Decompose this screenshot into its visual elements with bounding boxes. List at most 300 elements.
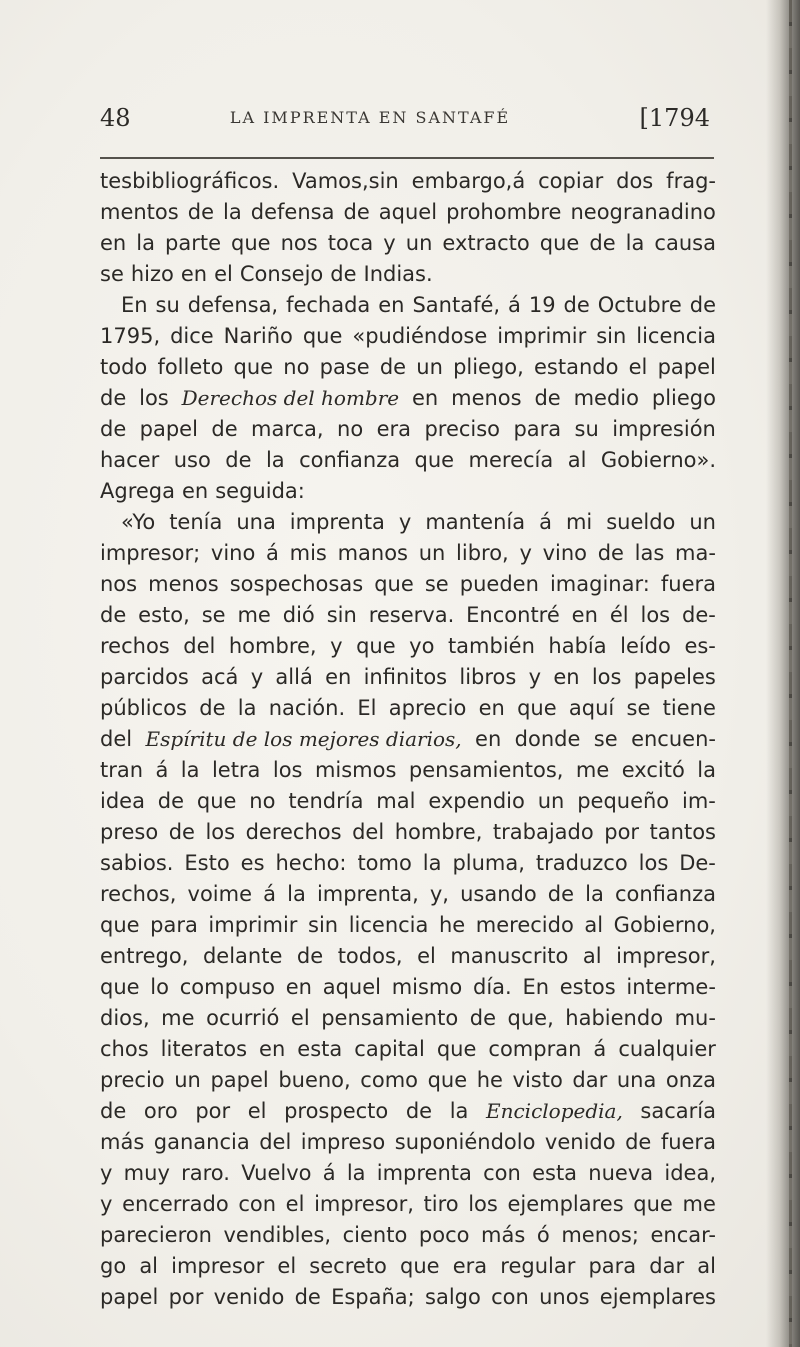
word: que bbox=[414, 448, 455, 472]
word: sospechosas bbox=[229, 572, 364, 596]
word: la bbox=[287, 882, 306, 906]
word: la bbox=[625, 231, 645, 255]
word: era bbox=[376, 417, 412, 441]
word: en bbox=[100, 231, 127, 255]
word: una bbox=[236, 510, 276, 534]
word: un bbox=[689, 510, 716, 534]
word: á bbox=[539, 510, 552, 534]
word: cualquier bbox=[618, 1037, 716, 1061]
word: leído bbox=[620, 634, 671, 658]
word: tenía bbox=[169, 510, 223, 534]
word: estos bbox=[559, 975, 616, 999]
word: un bbox=[416, 355, 443, 379]
word: que bbox=[196, 789, 237, 813]
text-line bbox=[100, 1189, 716, 1220]
word: se bbox=[626, 696, 651, 720]
word: como bbox=[360, 1068, 418, 1092]
word: mismo bbox=[391, 975, 463, 999]
word: de bbox=[547, 882, 575, 906]
word: estando bbox=[534, 355, 619, 379]
text-line bbox=[100, 166, 716, 197]
word: pueden bbox=[459, 572, 539, 596]
word: y bbox=[519, 541, 532, 565]
word: he bbox=[476, 1068, 503, 1092]
word: salgo bbox=[425, 1285, 481, 1309]
word: manos bbox=[337, 541, 408, 565]
word: pensamientos, bbox=[408, 758, 564, 782]
word: im- bbox=[682, 789, 716, 813]
word: imprenta bbox=[289, 510, 385, 534]
word: Octubre bbox=[597, 293, 682, 317]
word: de bbox=[225, 448, 252, 472]
word: derechos bbox=[245, 820, 342, 844]
word: en bbox=[412, 386, 439, 410]
text-line bbox=[100, 228, 716, 259]
text-line bbox=[100, 1003, 716, 1034]
word: ocurrió bbox=[206, 1006, 280, 1030]
word: á bbox=[322, 1161, 336, 1185]
word: tesbibliográficos. bbox=[100, 169, 280, 193]
word: para bbox=[513, 417, 562, 441]
word: que bbox=[231, 231, 271, 255]
text-line bbox=[100, 259, 716, 290]
word: papeles bbox=[633, 665, 716, 689]
word: dar bbox=[572, 1068, 608, 1092]
word: papel bbox=[210, 1068, 269, 1092]
word: excitó bbox=[621, 758, 685, 782]
word: lo bbox=[150, 975, 169, 999]
word: de bbox=[100, 386, 127, 410]
word: de bbox=[625, 1130, 652, 1154]
word: por bbox=[604, 820, 640, 844]
word: impresión bbox=[612, 417, 716, 441]
word: de bbox=[168, 820, 195, 844]
word: Vamos,sin bbox=[292, 169, 399, 193]
running-title: LA IMPRENTA EN SANTAFÉ bbox=[229, 108, 511, 127]
word: Nariño bbox=[223, 324, 293, 348]
word: del bbox=[100, 727, 133, 751]
word: dios, bbox=[100, 1006, 150, 1030]
word: mentos bbox=[100, 200, 179, 224]
word: un bbox=[418, 541, 446, 565]
word: Encontré bbox=[466, 603, 560, 627]
word: su bbox=[155, 293, 180, 317]
word: imprenta, bbox=[316, 882, 419, 906]
word: el bbox=[628, 355, 648, 379]
word: confianza bbox=[299, 448, 401, 472]
word: en bbox=[553, 665, 580, 689]
word: al bbox=[582, 944, 602, 968]
text-line bbox=[100, 631, 716, 662]
word: libro, bbox=[456, 541, 509, 565]
word: los bbox=[272, 758, 303, 782]
word: extracto bbox=[442, 231, 530, 255]
word: sueldo bbox=[606, 510, 676, 534]
word: el bbox=[417, 944, 436, 968]
word: impreso bbox=[300, 1130, 386, 1154]
word: á bbox=[155, 758, 169, 782]
word: de bbox=[100, 603, 127, 627]
word: rechos bbox=[100, 634, 170, 658]
word: usando bbox=[460, 882, 537, 906]
word: y bbox=[528, 665, 542, 689]
word: y bbox=[100, 1192, 113, 1216]
word: literatos bbox=[160, 1037, 248, 1061]
word: más bbox=[481, 1223, 526, 1247]
word: en bbox=[285, 975, 312, 999]
word: que bbox=[400, 1254, 440, 1278]
word: merecía bbox=[468, 448, 554, 472]
word: traduzco bbox=[535, 851, 628, 875]
word: al bbox=[567, 448, 587, 472]
text-line bbox=[100, 724, 716, 755]
word: mal bbox=[376, 789, 416, 813]
word: de bbox=[534, 386, 561, 410]
word: por bbox=[168, 1285, 204, 1309]
word: que bbox=[517, 696, 557, 720]
word: es- bbox=[684, 634, 716, 658]
text-line bbox=[100, 600, 716, 631]
word: los bbox=[638, 851, 669, 875]
word: aquí bbox=[568, 696, 615, 720]
italic-title: Derechos del hombre bbox=[181, 386, 400, 410]
text-line bbox=[100, 910, 716, 941]
word: de bbox=[294, 1285, 321, 1309]
word: con bbox=[483, 1161, 521, 1185]
word: «Yo bbox=[121, 510, 156, 534]
text-line bbox=[100, 1282, 716, 1313]
body-text bbox=[100, 166, 716, 1313]
word: en bbox=[475, 727, 502, 751]
word: la bbox=[237, 696, 257, 720]
word: rechos, bbox=[100, 882, 177, 906]
word: me bbox=[682, 1192, 716, 1216]
word: pliego bbox=[651, 386, 716, 410]
word: copiar bbox=[538, 169, 604, 193]
word: de- bbox=[682, 603, 716, 627]
word: fechada bbox=[286, 293, 371, 317]
word: unos bbox=[539, 1285, 590, 1309]
word: frag- bbox=[666, 169, 716, 193]
word: imprenta bbox=[376, 1161, 472, 1185]
word: Gobierno, bbox=[613, 913, 716, 937]
word: pequeño bbox=[577, 789, 670, 813]
word: defensa bbox=[250, 200, 335, 224]
word: para bbox=[588, 1254, 637, 1278]
text-line bbox=[100, 197, 716, 228]
word: capital bbox=[354, 1037, 425, 1061]
word: y bbox=[330, 634, 343, 658]
word: en bbox=[325, 665, 352, 689]
word: la bbox=[422, 851, 442, 875]
word: acá bbox=[201, 665, 239, 689]
word: sabios. bbox=[100, 851, 174, 875]
word: de bbox=[379, 355, 407, 379]
word: Esto bbox=[184, 851, 230, 875]
text-line bbox=[100, 817, 716, 848]
word: me bbox=[575, 758, 610, 782]
word: vino bbox=[210, 541, 256, 565]
word: mismos bbox=[314, 758, 397, 782]
word: pensamiento bbox=[321, 1006, 459, 1030]
word: ó bbox=[536, 1223, 550, 1247]
word: licencia bbox=[636, 324, 716, 348]
word: papel bbox=[100, 1285, 159, 1309]
word: ganancia bbox=[153, 1130, 250, 1154]
word: nueva bbox=[588, 1161, 654, 1185]
word: no bbox=[337, 417, 364, 441]
word: encar- bbox=[650, 1223, 716, 1247]
word: papel bbox=[657, 355, 716, 379]
page-header bbox=[100, 100, 710, 140]
word: en bbox=[571, 603, 598, 627]
word: aquel bbox=[322, 975, 381, 999]
word: Consejo bbox=[239, 262, 324, 286]
word: había bbox=[548, 634, 607, 658]
word: de bbox=[405, 1099, 433, 1123]
word: mi bbox=[565, 510, 593, 534]
word: tomo bbox=[357, 851, 412, 875]
word: donde bbox=[514, 727, 581, 751]
word: visto bbox=[512, 1068, 563, 1092]
word: no bbox=[283, 355, 310, 379]
word: el bbox=[290, 1006, 310, 1030]
word: embargo,á bbox=[411, 169, 526, 193]
word: licencia bbox=[348, 913, 429, 937]
word: que bbox=[356, 634, 396, 658]
word: esto, bbox=[138, 603, 190, 627]
word: sin bbox=[326, 603, 357, 627]
word: En bbox=[121, 293, 148, 317]
word: libros bbox=[459, 665, 517, 689]
word: seguida: bbox=[215, 479, 305, 503]
word: venido bbox=[213, 1285, 285, 1309]
word: á bbox=[593, 1037, 607, 1061]
word: imprimir bbox=[497, 324, 587, 348]
word: al bbox=[584, 913, 604, 937]
word: de bbox=[157, 789, 185, 813]
page-number: 48 bbox=[100, 104, 131, 132]
word bbox=[486, 1096, 623, 1127]
word: Agrega bbox=[100, 479, 175, 503]
word: mantenía bbox=[425, 510, 526, 534]
word: Gobierno». bbox=[600, 448, 716, 472]
word: folleto bbox=[157, 355, 224, 379]
word: menos; bbox=[561, 1223, 639, 1247]
word: defensa, bbox=[187, 293, 279, 317]
word: tantos bbox=[649, 820, 716, 844]
word bbox=[182, 383, 400, 414]
word: idea bbox=[100, 789, 145, 813]
word: se bbox=[424, 572, 449, 596]
word: de bbox=[563, 293, 590, 317]
word: que bbox=[233, 355, 274, 379]
word: con bbox=[238, 1192, 277, 1216]
word: de bbox=[199, 696, 226, 720]
word: mu- bbox=[674, 1006, 716, 1030]
word: sacaría bbox=[640, 1099, 716, 1123]
word: una bbox=[616, 1068, 657, 1092]
text-line bbox=[100, 321, 716, 352]
word: de bbox=[689, 293, 716, 317]
text-line bbox=[100, 941, 716, 972]
word: letra bbox=[211, 758, 261, 782]
word: pliego, bbox=[453, 355, 524, 379]
word: que bbox=[302, 324, 343, 348]
word: y, bbox=[429, 882, 449, 906]
word: suponiéndolo bbox=[394, 1130, 536, 1154]
word: del bbox=[352, 820, 385, 844]
word: de bbox=[100, 1099, 127, 1123]
word: de bbox=[597, 541, 624, 565]
word: medio bbox=[573, 386, 639, 410]
word: la bbox=[136, 231, 155, 255]
word: impresor; bbox=[100, 541, 201, 565]
word: la bbox=[265, 448, 285, 472]
word: los bbox=[468, 1192, 498, 1216]
word: la bbox=[180, 758, 200, 782]
italic-title: Enciclopedia, bbox=[485, 1099, 623, 1123]
word: él bbox=[609, 603, 629, 627]
text-line bbox=[100, 693, 716, 724]
word: encerrado bbox=[122, 1192, 229, 1216]
word: la bbox=[449, 1099, 469, 1123]
word: es bbox=[240, 851, 265, 875]
header-year: [1794 bbox=[639, 104, 710, 132]
word: á bbox=[263, 882, 277, 906]
text-line bbox=[100, 445, 716, 476]
word: Santafé, bbox=[412, 293, 501, 317]
word: el bbox=[285, 1192, 305, 1216]
word: que bbox=[436, 1037, 477, 1061]
word: expendio bbox=[428, 789, 525, 813]
word: imaginar: bbox=[549, 572, 650, 596]
word: también bbox=[447, 634, 535, 658]
word: de bbox=[187, 200, 214, 224]
word: no bbox=[249, 789, 276, 813]
word: para bbox=[150, 913, 198, 937]
word: que bbox=[100, 913, 140, 937]
word: aquel bbox=[378, 200, 438, 224]
word: fuera bbox=[660, 1130, 716, 1154]
word: ejemplares bbox=[507, 1192, 624, 1216]
text-line bbox=[100, 662, 716, 693]
word: imprimir bbox=[208, 913, 298, 937]
word: en bbox=[259, 1037, 286, 1061]
word: 1795, bbox=[100, 324, 161, 348]
text-line bbox=[100, 507, 716, 538]
word: idea, bbox=[664, 1161, 716, 1185]
word: manuscrito bbox=[450, 944, 569, 968]
word: y bbox=[383, 231, 396, 255]
word: esta bbox=[297, 1037, 343, 1061]
word: delante bbox=[202, 944, 283, 968]
text-line bbox=[100, 569, 716, 600]
word: ma- bbox=[675, 541, 716, 565]
word: hizo bbox=[130, 262, 174, 286]
word: raro. bbox=[181, 1161, 230, 1185]
page-edge-shadow bbox=[766, 0, 800, 1347]
word: marca, bbox=[251, 417, 324, 441]
italic-title: Espíritu de los mejores diarios, bbox=[145, 727, 462, 751]
word: en bbox=[182, 479, 209, 503]
word: neogranadino bbox=[570, 200, 716, 224]
word: preciso bbox=[424, 417, 501, 441]
word: dió bbox=[282, 603, 315, 627]
word: nos bbox=[100, 572, 138, 596]
word: que bbox=[100, 975, 140, 999]
word: por bbox=[195, 1099, 231, 1123]
word: nos bbox=[280, 231, 318, 255]
text-line bbox=[100, 755, 716, 786]
word: causa bbox=[654, 231, 716, 255]
word: y bbox=[250, 665, 264, 689]
word: de bbox=[469, 1006, 496, 1030]
text-line bbox=[100, 1158, 716, 1189]
text-line bbox=[100, 972, 716, 1003]
word: pase bbox=[319, 355, 370, 379]
word: un bbox=[405, 231, 433, 255]
word: compran bbox=[488, 1037, 582, 1061]
word: oro bbox=[143, 1099, 178, 1123]
word: con bbox=[491, 1285, 529, 1309]
word: el bbox=[247, 1099, 267, 1123]
word: de bbox=[100, 417, 127, 441]
word: prohombre bbox=[446, 200, 562, 224]
word: sin bbox=[596, 324, 627, 348]
word: esta bbox=[532, 1161, 578, 1185]
text-line bbox=[100, 1251, 716, 1282]
word: vino bbox=[542, 541, 587, 565]
word: trabajado bbox=[492, 820, 594, 844]
word: la bbox=[585, 882, 604, 906]
word: menos bbox=[148, 572, 219, 596]
word: nación. bbox=[268, 696, 346, 720]
word: de bbox=[343, 200, 370, 224]
word: de bbox=[330, 262, 357, 286]
word: que bbox=[427, 1068, 468, 1092]
word: infinitos bbox=[363, 665, 448, 689]
word: á bbox=[266, 541, 279, 565]
word: Vuelvo bbox=[241, 1161, 312, 1185]
word: se bbox=[593, 727, 618, 751]
text-line bbox=[100, 352, 716, 383]
word: onza bbox=[665, 1068, 716, 1092]
word: interme- bbox=[626, 975, 716, 999]
word: al bbox=[139, 1254, 159, 1278]
word: un bbox=[537, 789, 565, 813]
word: bueno, bbox=[278, 1068, 351, 1092]
word: á bbox=[508, 293, 521, 317]
word: me bbox=[161, 1006, 195, 1030]
word: en bbox=[378, 293, 405, 317]
word: del bbox=[259, 1130, 292, 1154]
word: era bbox=[452, 1254, 488, 1278]
word: ciento bbox=[342, 1223, 408, 1247]
text-line bbox=[100, 290, 716, 321]
word: reserva. bbox=[368, 603, 455, 627]
word: más bbox=[100, 1130, 145, 1154]
text-line bbox=[100, 1127, 716, 1158]
word: merecido bbox=[475, 913, 574, 937]
word: todos, bbox=[337, 944, 403, 968]
word: que, bbox=[507, 1006, 554, 1030]
word bbox=[145, 724, 461, 755]
word: En bbox=[522, 975, 550, 999]
word: fuera bbox=[660, 572, 716, 596]
word: y bbox=[398, 510, 412, 534]
word: venido bbox=[544, 1130, 616, 1154]
